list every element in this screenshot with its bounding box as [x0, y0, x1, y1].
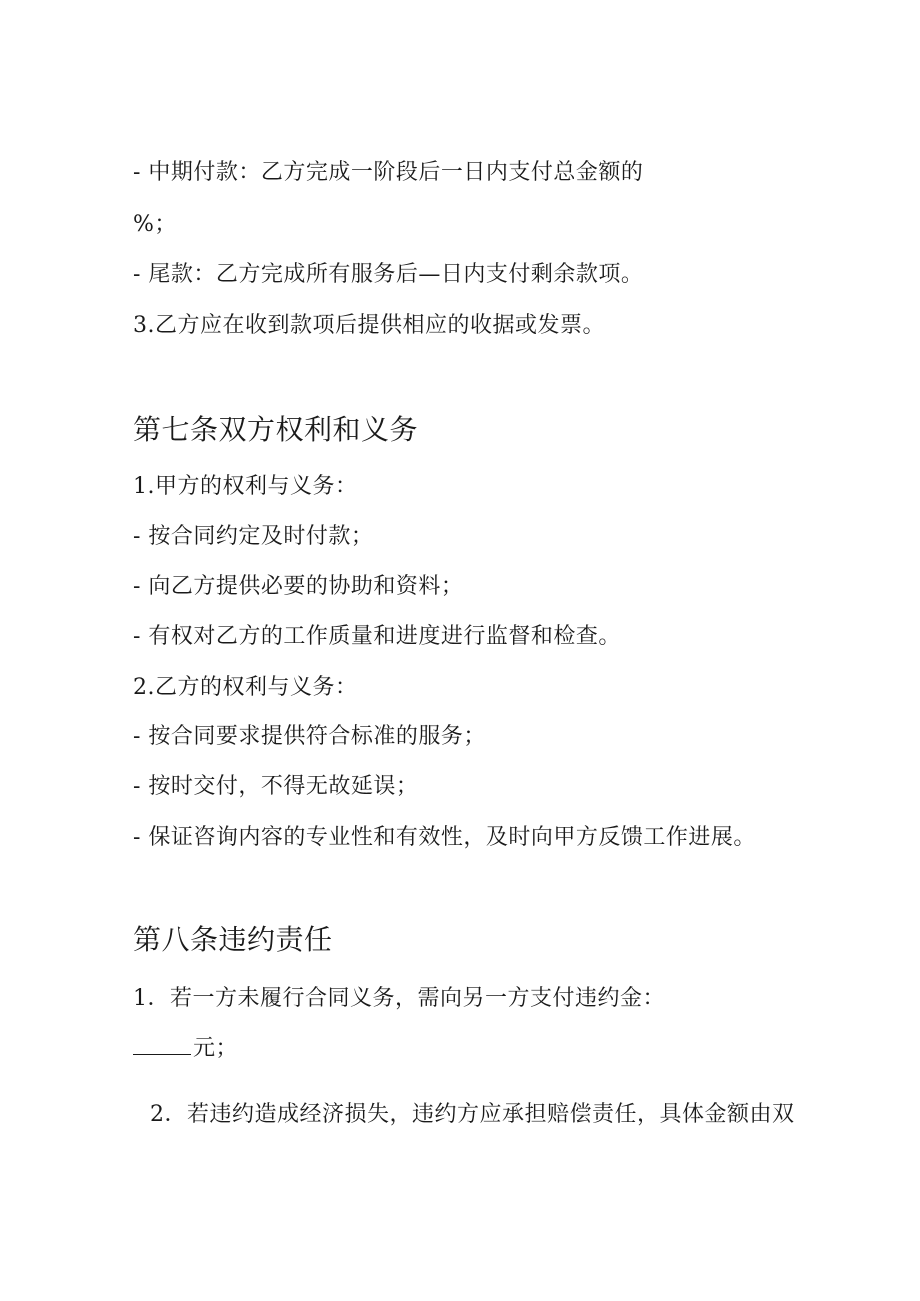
party-b-item: - 按时交付，不得无故延误；: [133, 774, 419, 799]
mid-payment-line: - 中期付款：乙方完成一阶段后一日内支付总金额的: [133, 160, 644, 185]
amount-blank: [133, 1034, 191, 1055]
party-b-item: - 保证咨询内容的专业性和有效性，及时向甲方反馈工作进展。: [133, 825, 756, 850]
receipt-clause: 3.乙方应在收到款项后提供相应的收据或发票。: [133, 313, 605, 338]
party-a-title: 1.甲方的权利与义务：: [133, 474, 358, 499]
party-b-item: - 按合同要求提供符合标准的服务；: [133, 724, 486, 749]
party-a-item: - 按合同约定及时付款；: [133, 524, 374, 549]
party-a-item: - 有权对乙方的工作质量和进度进行监督和检查。: [133, 624, 621, 649]
party-b-title: 2.乙方的权利与义务：: [133, 675, 358, 700]
mid-payment-percent: %；: [133, 212, 177, 237]
penalty-clause: 1．若一方未履行合同义务，需向另一方支付违约金：: [133, 986, 665, 1011]
final-payment-line: - 尾款：乙方完成所有服务后—日内支付剩余款项。: [133, 262, 644, 287]
penalty-amount-line: [133, 1034, 238, 1064]
amount-unit: 元；: [193, 1036, 239, 1061]
compensation-clause: 2．若违约造成经济损失，违约方应承担赔偿责任，具体金额由双: [150, 1102, 795, 1127]
section8-title: 第八条违约责任: [133, 923, 333, 956]
section7-title: 第七条双方权利和义务: [133, 413, 419, 446]
party-a-item: - 向乙方提供必要的协助和资料；: [133, 574, 464, 599]
